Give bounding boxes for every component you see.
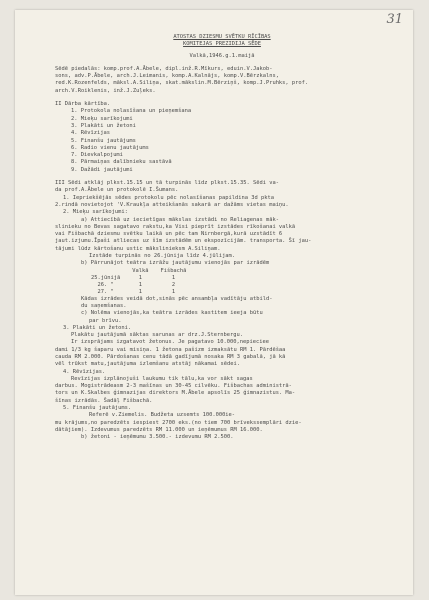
paragraph-3-line: dami 1/3 kg šaparu vai misiņa. 1 žetona pašizm izmaksātu RM 1. Pārdēšaa — [55, 346, 286, 353]
paragraph-2a-line: a) Attiecībā uz iecietīgas mākslas izstādi no Reliagenas māk- — [81, 216, 279, 223]
table-cell: 1 — [171, 274, 176, 281]
opening-line: da prof.A.Ābele un protokolē I.Šumans. — [55, 187, 179, 194]
paragraph-3-line: cauda RM 2.000. Pārdošanas cenu tādā gadījumā nosaka RM 3 gabalā, jā kā — [55, 353, 286, 360]
section-3-heading: 3. Plakāti un žetoni. — [63, 324, 132, 331]
exhibition-dates: Izstāde turpinās no 26.jūnija līdz 4.jūlijam. — [89, 253, 236, 260]
paragraph-1-line: 2.rindā novietojot 'V.Kraukļa atteikšanās sakarā ar dažāms vietas maiņu. — [55, 201, 289, 208]
table-cell: 25.jūnijā — [91, 274, 121, 281]
paragraph-2-after-line: par brīvu. — [89, 317, 122, 324]
paragraph-3-line: Plakātu jautājumā sāktas sarunas ar drz.J.Sternbergu. — [71, 332, 244, 339]
paragraph-2a-line: slinieku no Bevas sagatavo rakstu,ka Visi pieprīt izstādes rīkošanai valkā — [55, 223, 296, 230]
agenda-item: 4. Rēvīzijas — [71, 130, 110, 137]
paragraph-4-line: Revīzijas izplānojuši laukumu tik tālu,ka vor sākt sagas — [71, 375, 253, 382]
paragraph-1-line: 1. Iepriekšējās sēdes protokolu pēc nolasīšanas papildina 3d pkta — [63, 194, 274, 201]
table-cell: 2 — [171, 281, 176, 288]
agenda-item: 2. Mieķu sarīkojumi — [71, 115, 133, 122]
table-cell: 1 — [138, 281, 142, 288]
paragraph-5-line: dātājiem). Izdevumus paredzēts RM 11.000 un ieņēmumus RM 16.000. — [55, 426, 263, 433]
section-2-heading: 2. Mieķu sarīkojumi: — [63, 209, 128, 216]
paragraph-2b: b) Pārrunājot teātra izrāžu jautājumu vienojās par izrādēm — [81, 260, 270, 267]
paragraph-2a-line: jaut.izjumu.Īpaši atliecas uz šīm izstādēm un ekspozīcijām. transporta. Šī jau- — [55, 238, 312, 245]
paragraph-3-line: vēl trūkst matu,jautājuma izlemšanu atstāj nākamai sēdei. — [55, 361, 240, 368]
table-cell: 1 — [138, 288, 142, 295]
agenda-item: 9. Dažādi jautājumi — [71, 166, 133, 173]
agenda-title: II Dārba kārtība. — [55, 101, 111, 108]
page-number: 31 — [386, 12, 403, 27]
table-cell: 26. " — [97, 281, 114, 288]
table-cell: 1 — [138, 274, 142, 281]
document-body — [55, 34, 389, 442]
agenda-item: 1. Protokola nolasīšana un pieņemšana — [71, 108, 192, 115]
table-cell: 27. " — [97, 288, 114, 295]
paragraph-2-after-line: du saņemšanas. — [81, 302, 127, 309]
attendees-line: red.K.Rozenfelds, māksl.A.Siliņa, skat.mākslin.M.Bērziņš, komp.J.Pruhks, prof. — [55, 80, 309, 87]
paragraph-2-after-line: c) Nolēma vienojās,ka teātra izrādes kastitem ieeja būtu — [81, 310, 263, 317]
table-header-cell: Fišbachā — [160, 267, 187, 274]
agenda-item: 6. Radio vienu jautājums — [71, 144, 149, 151]
agenda-item: 7. Dievkalpojumi — [71, 152, 123, 159]
table-header-row — [85, 268, 192, 275]
place-date: Valkā,1946.g.1.maijā — [189, 52, 255, 59]
paragraph-4-line: darbus. Mogistrādeasm 2-3 mašīnas un 30-45 cilvēku. Fišbachas administrā- — [55, 383, 292, 390]
attendees-line: Sēdē piedalās: komp.prof.A.Ābele, dipl.inž.R.Mīkurs, eduin.V.Jakob- — [55, 65, 273, 72]
table-row — [85, 282, 192, 289]
table-row — [85, 275, 192, 282]
paragraph-5-line: Referē v.Ziemelis. Budžeta uzsemts 100.000ie- — [89, 412, 236, 419]
agenda-item: 3. Plakāti un žetoni — [71, 122, 136, 129]
document-title-line-2: KOMITEJAS PREZIDIJA SĒDE — [183, 41, 261, 48]
paragraph-2a-line: vai Fišbachā dziesmu svētku laikā un pēc tam Nirnbergā,kurā uzstādīt 6 — [55, 231, 283, 238]
section-5-heading: 5. Finanšu jautājums. — [63, 405, 132, 412]
table-header-cell: Valkā — [132, 267, 149, 274]
attendees-line: sons, adv.P.Ābele, arch.J.Leimanis, komp.A.Kalnājs, komp.V.Bērzkalns, — [55, 73, 279, 80]
section-4-heading: 4. Rēvīzijas. — [63, 368, 106, 375]
document-page — [15, 10, 413, 595]
paragraph-5-line: b) žetoni - ieņēmumu 3.500.- izdevumu RM 2.500. — [81, 434, 234, 441]
attendees-line: arch.V.Roiklenis, inž.J.Zuļeks. — [55, 87, 156, 94]
agenda-item: 8. Pārmaiņas dalībnieku sastāvā — [71, 159, 172, 166]
agenda-item: 5. Finanšu jautājums — [71, 137, 136, 144]
paragraph-2-after-line: Kādas izrādes veidā dot,sinās pēc ansambļa vadītāju atbild- — [81, 295, 273, 302]
paragraph-4-line: šīnas izrādās. Šadāļ Fišbachā. — [55, 397, 153, 404]
document-title-line-1: ATOSTAS DZIESMU SVĒTKU RĪCĪBAS — [173, 34, 271, 40]
table-row — [85, 289, 192, 296]
paragraph-4-line: tors un K.Skalbes ģimnazijas direktors M.Ābele apsolīs 25 ģimnazistus. Ma- — [55, 390, 296, 397]
paragraph-2a-line: tājumi lūdz kārtošanu ustic mākslinieksm A.Siliņam. — [55, 245, 221, 252]
table-cell: 1 — [171, 288, 176, 295]
table-header-cell — [85, 268, 126, 275]
paragraph-5-line: mu krājums,no paredzēts iespiest 2700 eks.(no tiem 700 brīvekssemplāri dzie- — [55, 419, 302, 426]
paragraph-3-line: Ir izsprājams izgatavot žetonus. Je pagatavo 10.000,nepieciee — [71, 339, 269, 346]
opening-line: III Sēdi atklāj plkst.15.15 un tā turpinās līdz plkst.15.35. Sēdi va- — [55, 180, 279, 187]
performances-table — [85, 268, 192, 296]
